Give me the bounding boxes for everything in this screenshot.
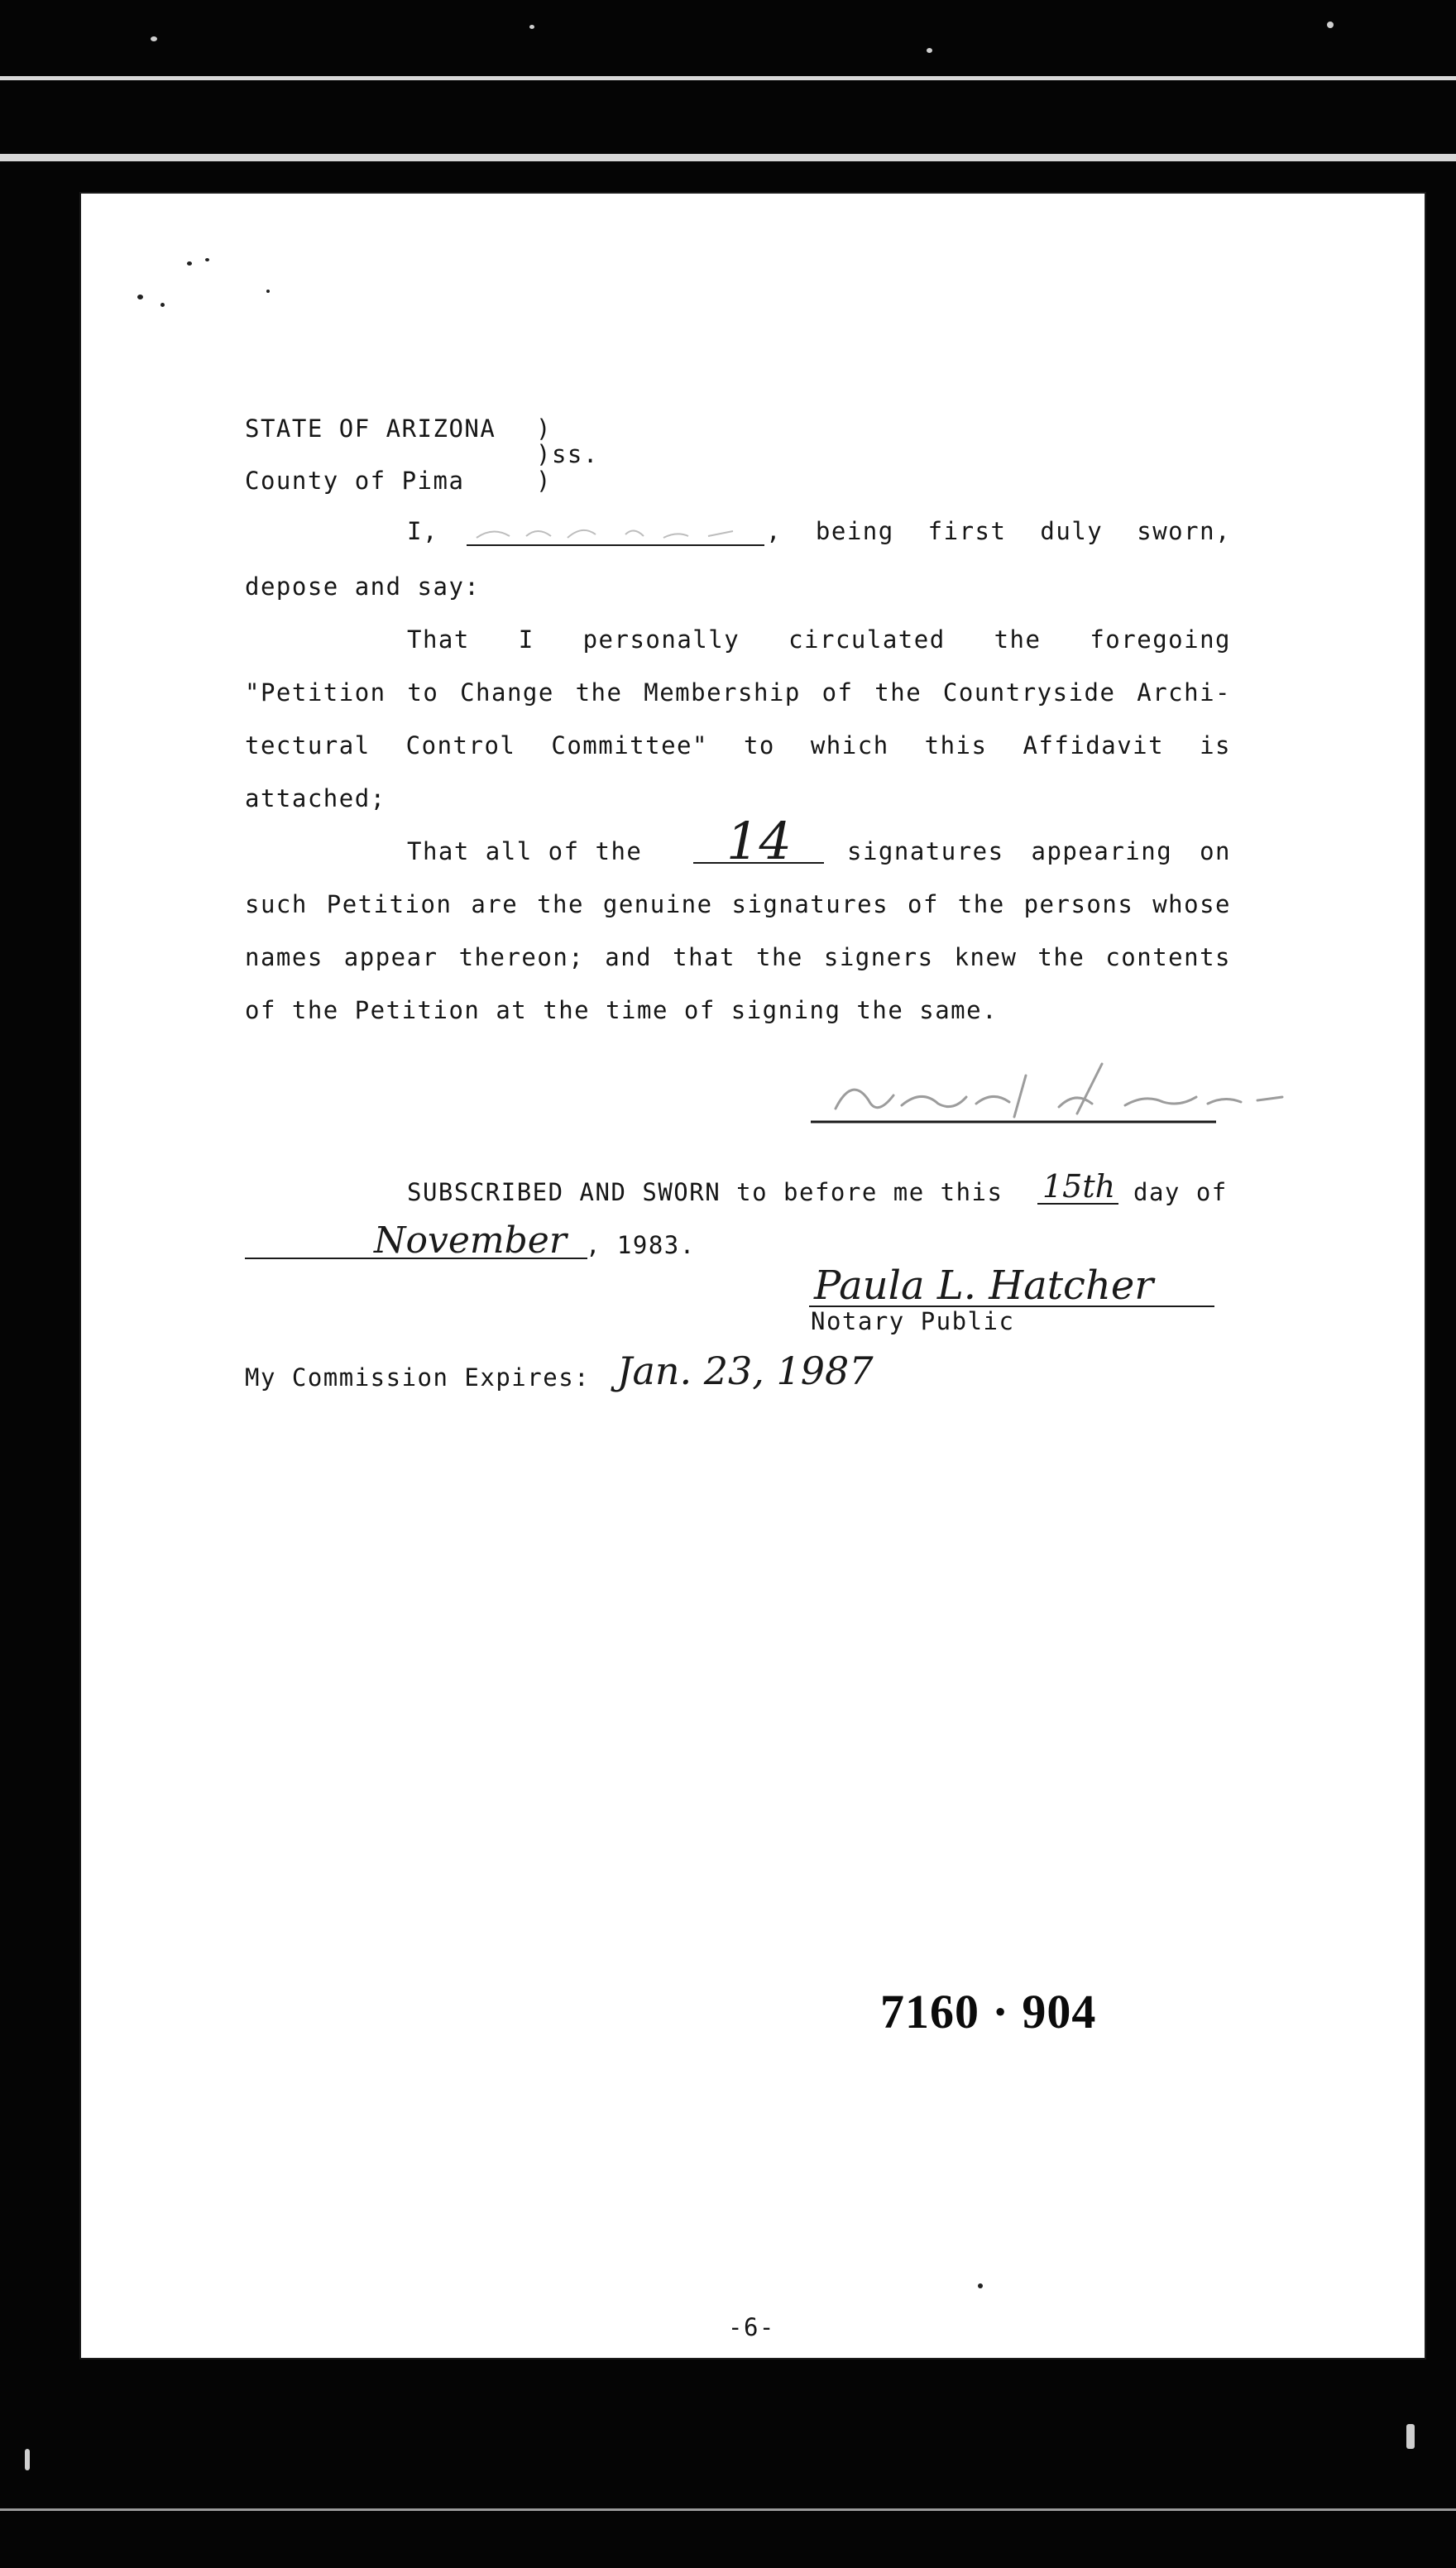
paragraph-circulated-line2: "Petition to Change the Membership of the Countryside Archi- bbox=[245, 678, 1231, 707]
paragraph-circulated-line1: That I personally circulated the foregoing bbox=[407, 625, 1231, 654]
scan-speck bbox=[1406, 2424, 1415, 2449]
venue-ss: )ss. bbox=[536, 440, 599, 468]
jurat-day-handwritten: 15th bbox=[1042, 1168, 1116, 1205]
jurat-day-suffix: day of bbox=[1133, 1178, 1228, 1206]
notary-signature: Paula L. Hatcher bbox=[814, 1262, 1154, 1309]
paragraph-circulated-line3: tectural Control Committee" to which this Affidavit is bbox=[245, 731, 1231, 759]
jurat-prefix: SUBSCRIBED AND SWORN to before me this bbox=[407, 1178, 1003, 1206]
jurat-month-handwritten: November bbox=[374, 1219, 567, 1262]
county-label: County of Pima bbox=[245, 467, 465, 495]
scan-edge-line-mid bbox=[0, 154, 1456, 161]
scan-speck bbox=[25, 2449, 30, 2470]
state-label: STATE OF ARIZONA bbox=[245, 414, 496, 443]
paper-speck bbox=[160, 303, 165, 307]
scan-speck bbox=[151, 36, 157, 41]
signatures-prefix: That all of the bbox=[407, 837, 643, 865]
commission-date-handwritten: Jan. 23, 1987 bbox=[617, 1349, 874, 1393]
paper-speck bbox=[205, 258, 209, 261]
commission-label: My Commission Expires: bbox=[245, 1363, 591, 1392]
signatures-line3: names appear thereon; and that the signers knew the contents bbox=[245, 943, 1231, 971]
scan-edge-line-bottom bbox=[0, 2508, 1456, 2511]
scan-speck bbox=[1327, 22, 1334, 28]
affiant-prefix: I, bbox=[407, 517, 438, 545]
affiant-suffix: , being first duly sworn, bbox=[766, 517, 1231, 545]
state-bracket: ) bbox=[536, 414, 552, 443]
paper-speck bbox=[137, 295, 143, 299]
paragraph-circulated-line4: attached; bbox=[245, 784, 386, 812]
signatures-line4: of the Petition at the time of signing the same. bbox=[245, 996, 999, 1024]
recording-stamp-number: 7160 · 904 bbox=[880, 1985, 1097, 2039]
page-number: -6- bbox=[728, 2313, 775, 2341]
signatures-suffix: signatures appearing on bbox=[847, 837, 1231, 865]
signature-count-handwritten: 14 bbox=[726, 811, 792, 871]
scan-speck bbox=[927, 48, 932, 53]
signatures-line2: such Petition are the genuine signatures of the persons whose bbox=[245, 890, 1231, 918]
paper-speck bbox=[266, 290, 270, 293]
scan-edge-line-top bbox=[0, 76, 1456, 80]
county-bracket: ) bbox=[536, 467, 552, 495]
affiant-signature-mark bbox=[468, 513, 766, 546]
depose-line: depose and say: bbox=[245, 573, 481, 601]
paper-speck bbox=[187, 261, 192, 266]
jurat-year: , 1983. bbox=[586, 1231, 696, 1259]
scan-speck bbox=[529, 25, 534, 29]
paper-speck bbox=[978, 2283, 983, 2288]
affiant-signature bbox=[811, 1042, 1307, 1133]
notary-public-label: Notary Public bbox=[811, 1307, 1015, 1335]
